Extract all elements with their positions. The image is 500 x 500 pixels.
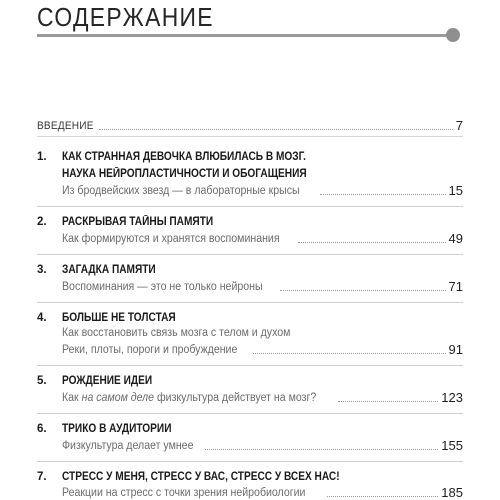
chapter-title[interactable]: ЗАГАДКА ПАМЯТИ: [62, 264, 156, 276]
chapter-title[interactable]: РАСКРЫВАЯ ТАЙНЫ ПАМЯТИ: [62, 216, 214, 228]
subtitle-after: физкультура действует на мозг?: [154, 392, 317, 404]
leader-dots: [327, 495, 439, 497]
chapter-subtitle-line-2: Реки, плоты, пороги и пробуждение: [62, 344, 238, 356]
divider: [37, 136, 463, 137]
chapter-subtitle: Реакции на стресс с точки зрения нейробиологии: [62, 487, 306, 499]
chapter-number: 7.: [37, 471, 47, 483]
chapter-subtitle: Как восстановить связь мозга с телом и духом: [62, 327, 291, 339]
subtitle-emphasis: на самом деле: [81, 392, 155, 404]
leader-dots: [280, 289, 446, 291]
chapter-number: 2.: [37, 216, 47, 228]
leader-dots: [253, 352, 446, 354]
chapter-title-line-2[interactable]: НАУКА НЕЙРОПЛАСТИЧНОСТИ И ОБОГАЩЕНИЯ: [62, 168, 307, 180]
divider: [37, 302, 463, 303]
chapter-number: 4.: [37, 312, 47, 324]
chapter-title[interactable]: ТРИКО В АУДИТОРИИ: [62, 423, 172, 435]
divider: [37, 365, 463, 366]
page-number: 185: [441, 485, 463, 500]
chapter-subtitle-row[interactable]: [62, 437, 463, 453]
page-number: 91: [448, 342, 463, 357]
title-rule: [37, 34, 455, 37]
chapter-title[interactable]: СТРЕСС У МЕНЯ, СТРЕСС У ВАС, СТРЕСС У ВСЕХ НАС!: [62, 471, 340, 483]
divider: [37, 206, 463, 207]
page-number: 71: [448, 279, 463, 294]
chapter-number: 6.: [37, 423, 47, 435]
page-number: 155: [441, 438, 463, 453]
chapter-subtitle: Из бродвейских звезд — в лабораторные крысы: [62, 185, 300, 197]
intro-label: ВВЕДЕНИЕ: [37, 120, 94, 132]
page-number: 49: [448, 231, 463, 246]
title-rule-dot: [446, 28, 460, 42]
page-title: СОДЕРЖАНИЕ: [37, 2, 214, 32]
leader-dots: [99, 128, 453, 130]
subtitle-before: Как: [62, 392, 82, 404]
chapter-subtitle: Физкультура делает умнее: [62, 440, 194, 452]
leader-dots: [205, 448, 438, 450]
chapter-subtitle-row[interactable]: [62, 341, 463, 357]
chapter-subtitle-row[interactable]: [62, 182, 463, 198]
leader-dots: [338, 400, 438, 402]
chapter-subtitle-row[interactable]: [62, 278, 463, 294]
divider: [37, 461, 463, 462]
chapter-subtitle: [62, 391, 316, 405]
divider: [37, 413, 463, 414]
chapter-subtitle: Воспоминания — это не только нейроны: [62, 281, 263, 293]
chapter-subtitle-row[interactable]: [62, 484, 463, 500]
toc-entry-intro[interactable]: [37, 117, 463, 133]
divider: [37, 254, 463, 255]
page-number: 7: [455, 118, 463, 133]
page-number: 123: [441, 390, 463, 405]
chapter-title[interactable]: БОЛЬШЕ НЕ ТОЛСТАЯ: [62, 312, 176, 324]
chapter-title[interactable]: КАК СТРАННАЯ ДЕВОЧКА ВЛЮБИЛАСЬ В МОЗГ.: [62, 151, 306, 163]
chapter-title[interactable]: РОЖДЕНИЕ ИДЕИ: [62, 375, 153, 387]
chapter-subtitle-row[interactable]: [62, 389, 463, 405]
chapter-number: 3.: [37, 264, 47, 276]
leader-dots: [298, 241, 445, 243]
chapter-number: 5.: [37, 375, 47, 387]
chapter-subtitle-row[interactable]: [62, 230, 463, 246]
chapter-subtitle: Как формируются и хранятся воспоминания: [62, 233, 280, 245]
page-number: 15: [448, 183, 463, 198]
leader-dots: [320, 193, 445, 195]
chapter-number: 1.: [37, 151, 47, 163]
